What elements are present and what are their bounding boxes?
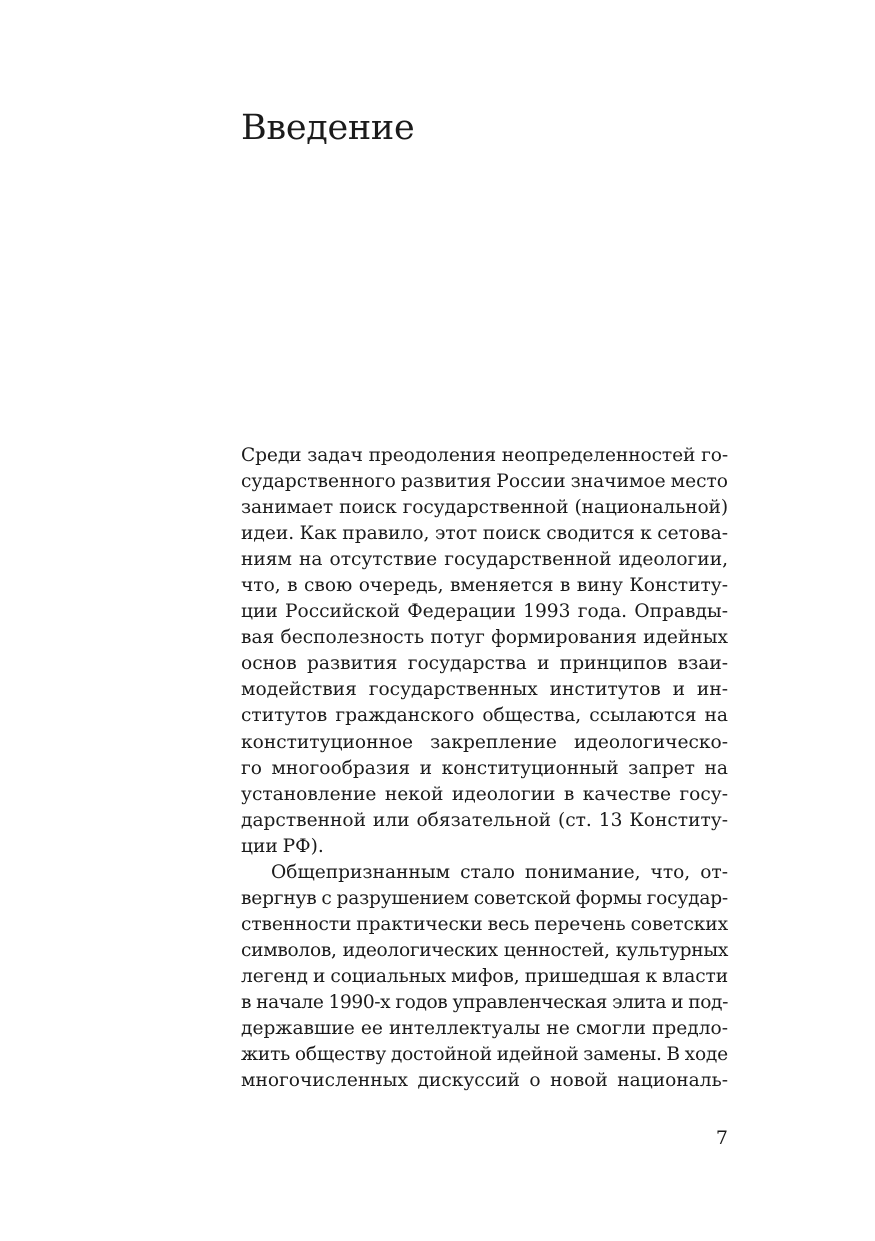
text-line: державшие ее интеллектуалы не смогли предло- (241, 1018, 728, 1040)
text-line: занимает поиск государственной (национальной) (241, 497, 728, 519)
text-line: ститутов гражданского общества, ссылаются на (241, 705, 728, 727)
text-line: го многообразия и конституционный запрет на (241, 757, 728, 779)
text-line: дарственной или обязательной (ст. 13 Конститу- (241, 809, 728, 831)
text-line: модействия государственных институтов и ин- (241, 679, 728, 701)
text-line: многочисленных дискуссий о новой националь- (241, 1070, 728, 1092)
paragraph-1 (241, 443, 728, 860)
text-line: жить обществу достойной идейной замены. В ходе (241, 1044, 728, 1066)
text-line: установление некой идеологии в качестве госу- (241, 783, 728, 805)
text-line: ниям на отсутствие государственной идеологии, (241, 549, 728, 571)
text-line: в начале 1990-х годов управленческая элита и под- (241, 991, 728, 1013)
text-line: вергнув с разрушением советской формы государ- (241, 887, 728, 909)
text-line: Общепризнанным стало понимание, что, от- (271, 861, 728, 883)
text-line: конституционное закрепление идеологическо- (241, 731, 728, 753)
text-line: что, в свою очередь, вменяется в вину Конститу- (241, 575, 728, 597)
text-line: сударственного развития России значимое место (241, 471, 728, 493)
text-line: основ развития государства и принципов взаи- (241, 653, 728, 675)
chapter-title: Введение (241, 108, 415, 148)
page-number: 7 (715, 1127, 728, 1149)
text-line: символов, идеологических ценностей, культурных (241, 939, 728, 961)
text-line: идеи. Как правило, этот поиск сводится к сетова- (241, 523, 728, 545)
text-line: Среди задач преодоления неопределенностей го- (241, 445, 728, 466)
body-text (241, 443, 728, 1094)
text-line: вая бесполезность потуг формирования идейных (241, 627, 728, 649)
text-line: ственности практически весь перечень советских (241, 913, 728, 935)
text-line: легенд и социальных мифов, пришедшая к власти (241, 965, 728, 987)
text-line: ции Российской Федерации 1993 года. Оправды- (241, 601, 728, 623)
paragraph-2 (241, 860, 728, 1094)
text-line: ции РФ). (241, 835, 324, 857)
